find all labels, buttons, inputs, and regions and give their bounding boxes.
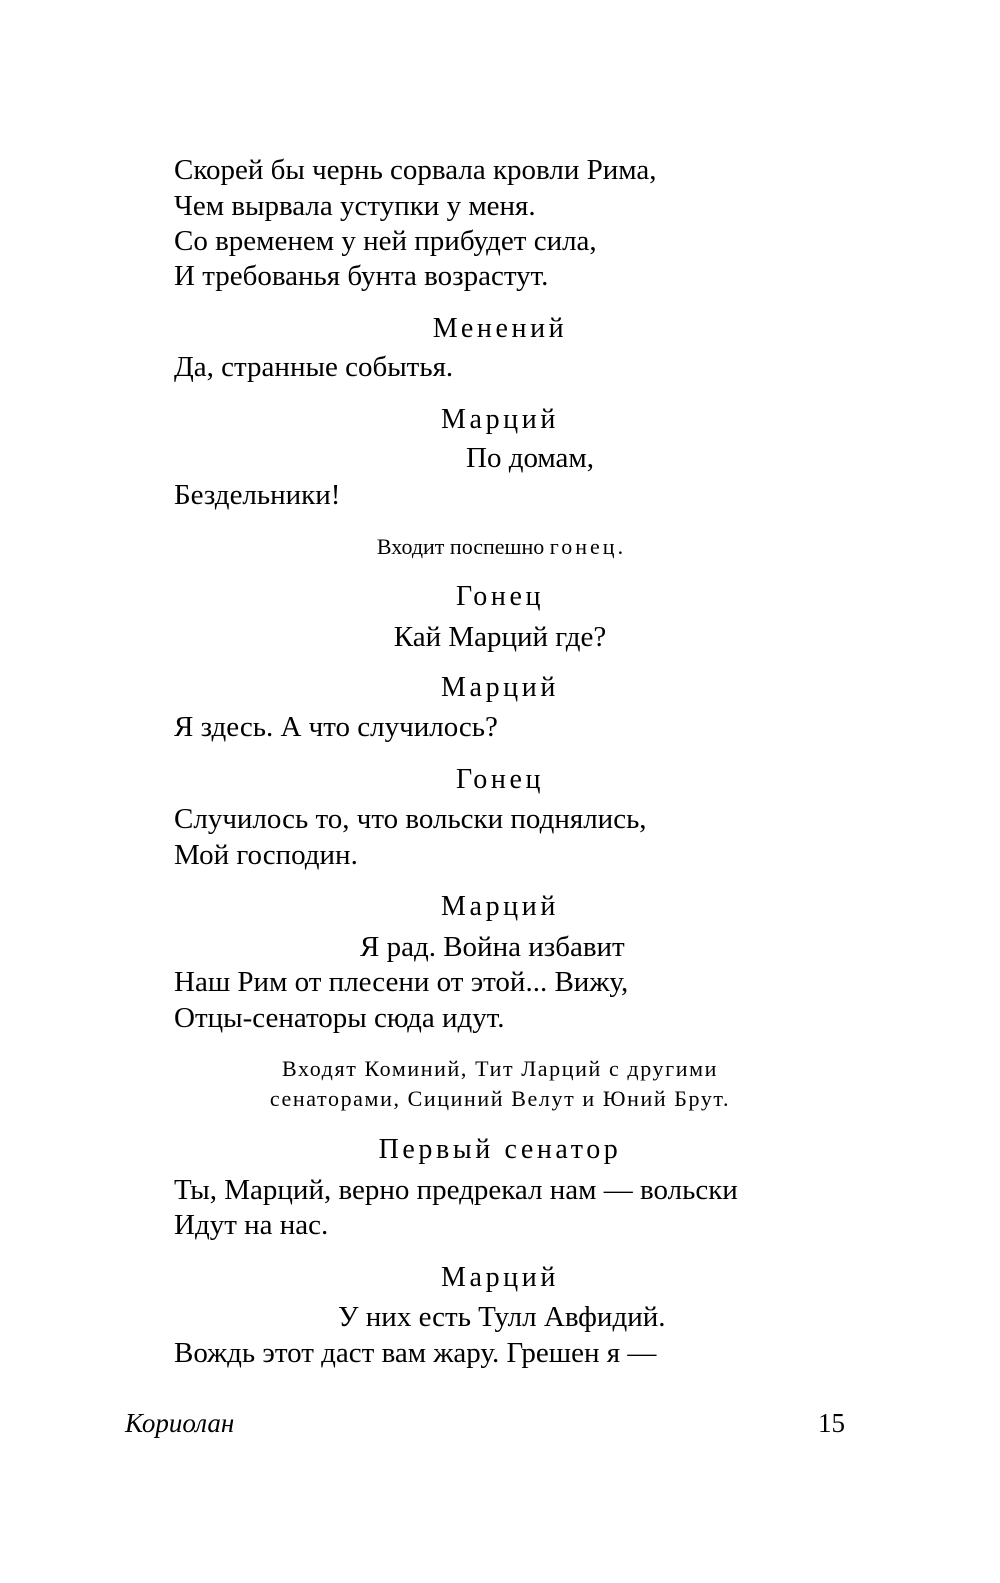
stage-direction xyxy=(0,533,1000,561)
verse-line: Отцы-сенаторы сюда идут. xyxy=(174,1002,505,1034)
speaker-name: Марций xyxy=(441,1262,559,1293)
verse-line: Кай Марций где? xyxy=(393,621,607,653)
page-number: 15 xyxy=(818,1408,845,1438)
speaker-name: Марций xyxy=(441,891,559,922)
stage-direction-text: Входит поспешно xyxy=(376,534,545,559)
verse-line: И требованья бунта возрастут. xyxy=(174,260,549,292)
stage-direction: сенаторами, Сициний Велут и Юний Брут. xyxy=(269,1086,731,1111)
verse-line: Со временем у ней прибудет сила, xyxy=(174,225,597,257)
speaker-name: Марций xyxy=(441,404,559,435)
verse-line: Я здесь. А что случилось? xyxy=(174,711,498,743)
verse-line: Идут на нас. xyxy=(174,1209,329,1241)
verse-line: Ты, Марций, верно предрекал нам — вольски xyxy=(174,1174,738,1206)
verse-line: Чем вырвала уступки у меня. xyxy=(174,190,536,222)
running-footer-title: Кориолан xyxy=(125,1408,235,1438)
speaker-name: Марций xyxy=(441,672,559,703)
verse-line: Бездельники! xyxy=(174,479,341,511)
verse-line: Случилось то, что вольски поднялись, xyxy=(174,803,647,835)
stage-direction-character: гонец xyxy=(549,534,618,559)
verse-line: Наш Рим от плесени от этой... Вижу, xyxy=(174,966,629,998)
speaker-name: Гонец xyxy=(455,581,545,612)
verse-line: По домам, xyxy=(466,442,595,474)
verse-line: Да, странные событья. xyxy=(174,351,454,383)
verse-line: Вождь этот даст вам жару. Грешен я — xyxy=(174,1337,657,1369)
stage-direction-end: . xyxy=(617,534,624,559)
verse-line: Скорей бы чернь сорвала кровли Рима, xyxy=(174,154,657,186)
verse-line: Мой господин. xyxy=(174,839,358,871)
speaker-name: Гонец xyxy=(455,764,545,795)
stage-direction: Входят Коминий, Тит Ларций с другими xyxy=(281,1056,719,1081)
speaker-name: Менений xyxy=(432,313,568,344)
verse-line: Я рад. Война избавит xyxy=(360,931,625,963)
verse-line: У них есть Тулл Авфидий. xyxy=(338,1301,666,1333)
speaker-name: Первый сенатор xyxy=(378,1134,622,1165)
